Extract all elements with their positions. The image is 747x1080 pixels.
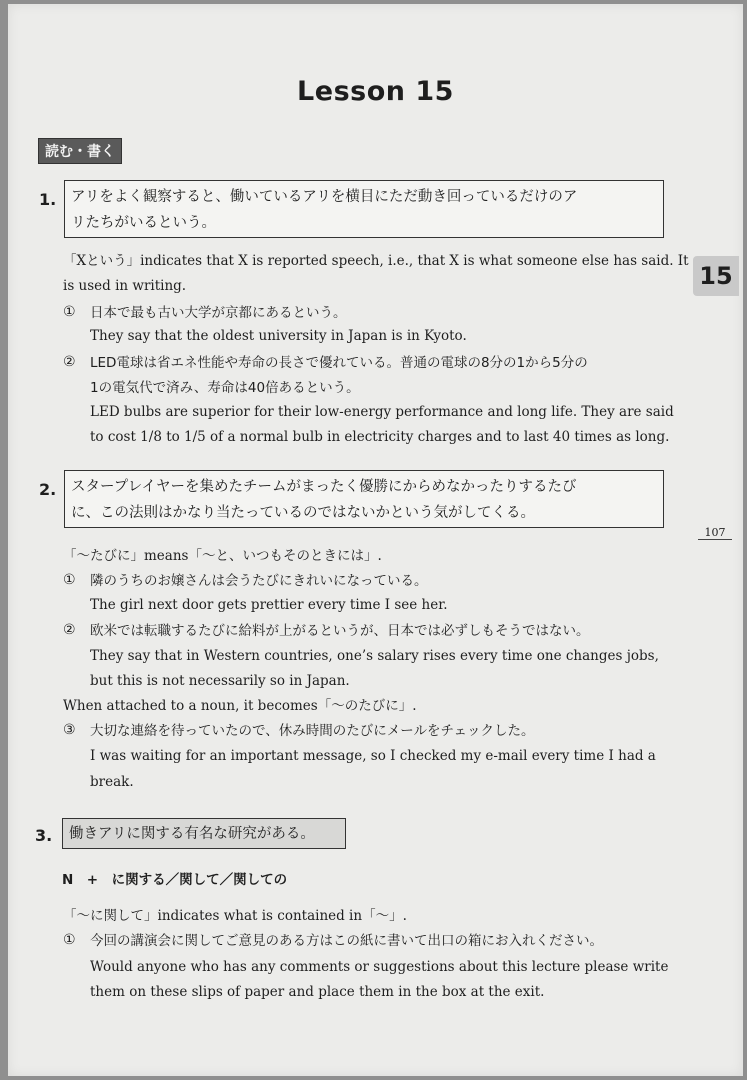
usage-note: When attached to a noun, it becomes「〜のたびに」. [63, 698, 417, 714]
example-marker: ① [63, 572, 76, 588]
textbook-page [8, 4, 743, 1076]
page-number: 107 [698, 526, 732, 540]
key-sentence-line: リたちがいるという。 [71, 215, 216, 231]
key-sentence-line: アリをよく観察すると、働いているアリを横目にただ動き回っているだけのア [71, 189, 578, 205]
item-number: 1. [39, 190, 57, 209]
example-japanese: 隣のうちのお嬢さんは会うたびにきれいになっている。 [90, 573, 428, 589]
example-japanese: 大切な連絡を待っていたので、休み時間のたびにメールをチェックした。 [90, 723, 535, 739]
example-english: I was waiting for an important message, so I checked my e-mail every time I had a [90, 748, 656, 764]
example-marker: ① [63, 304, 76, 320]
key-sentence-line: に、この法則はかなり当たっているのではないかという気がしてくる。 [71, 505, 535, 521]
example-japanese: 欧米では転職するたびに給料が上がるというが、日本では必ずしもそうではない。 [90, 623, 590, 639]
example-japanese: LED電球は省エネ性能や寿命の長さで優れている。普通の電球の8分の1から5分の [90, 355, 588, 371]
key-sentence-line: 働きアリに関する有名な研究がある。 [69, 826, 315, 842]
explanation-text: is used in writing. [63, 278, 187, 294]
example-english: LED bulbs are superior for their low-energy performance and long life. They are said [90, 404, 674, 420]
section-tag: 読む・書く [38, 138, 122, 164]
explanation-text: 「Xという」indicates that X is reported speech, i.e., that X is what someone else has said. It [63, 253, 689, 269]
example-japanese: 日本で最も古い大学が京都にあるという。 [90, 305, 347, 321]
key-sentence-line: スタープレイヤーを集めたチームがまったく優勝にからめなかったりするたび [71, 479, 577, 495]
example-marker: ② [63, 354, 76, 370]
example-english: They say that in Western countries, one’s salary rises every time one changes jobs, [90, 648, 659, 664]
key-sentence-box [64, 470, 664, 528]
example-english: but this is not necessarily so in Japan. [90, 673, 350, 689]
lesson-title: Lesson 15 [297, 76, 454, 107]
example-english: to cost 1/8 to 1/5 of a normal bulb in electricity charges and to last 40 times as long. [90, 429, 670, 445]
example-marker: ① [63, 932, 76, 948]
example-marker: ③ [63, 722, 76, 738]
chapter-tab: 15 [693, 256, 739, 296]
example-japanese: 1の電気代で済み、寿命は40倍あるという。 [90, 380, 360, 396]
example-english: them on these slips of paper and place them in the box at the exit. [90, 984, 545, 1000]
item-number: 3. [35, 826, 53, 845]
example-english: They say that the oldest university in Japan is in Kyoto. [90, 328, 467, 344]
example-marker: ② [63, 622, 76, 638]
example-english: The girl next door gets prettier every time I see her. [90, 597, 448, 613]
item-number: 2. [39, 480, 57, 499]
example-english: Would anyone who has any comments or suggestions about this lecture please write [90, 959, 669, 975]
explanation-text: 「〜に関して」indicates what is contained in「〜」. [63, 908, 407, 924]
grammar-pattern: N + に関する／関して／関しての [62, 872, 288, 888]
example-english: break. [90, 774, 134, 790]
key-sentence-box [62, 818, 346, 849]
example-japanese: 今回の講演会に関してご意見のある方はこの紙に書いて出口の箱にお入れください。 [90, 933, 603, 949]
key-sentence-box [64, 180, 664, 238]
explanation-text: 「〜たびに」means「〜と、いつもそのときには」. [63, 548, 382, 564]
